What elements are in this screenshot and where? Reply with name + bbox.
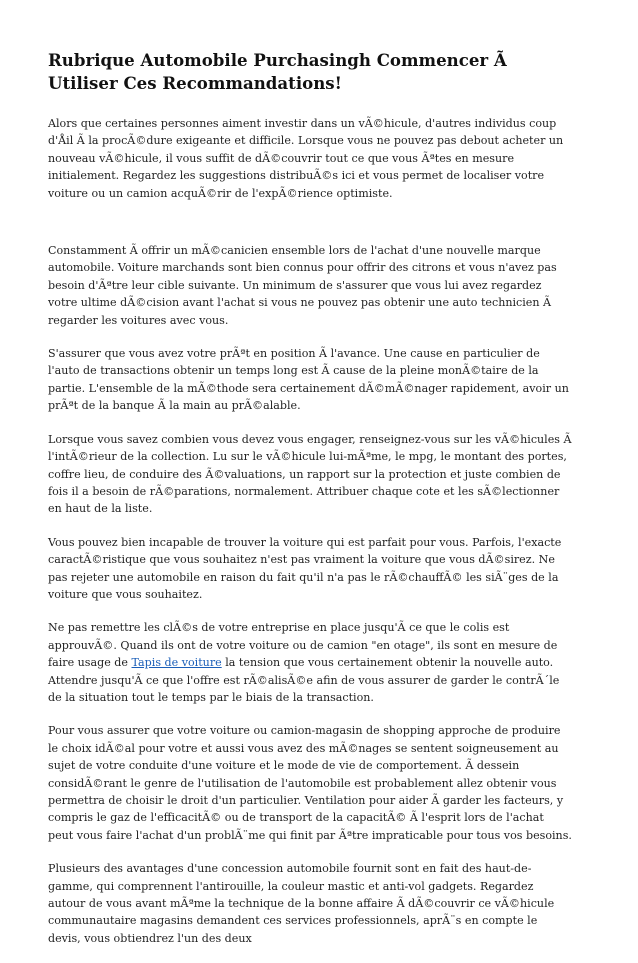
paragraph-keys-text-after: la tension que vous certainement obtenir la nouvelle auto. Attendre jusqu'Ã ce que l'offre est rÃ©alisÃ©e afin de vous assurer de garder le contrÃ´le de la situation tout le temps par le biais de la transaction. [48,656,560,704]
paragraph-research: Lorsque vous savez combien vous devez vous engager, renseignez-vous sur les vÃ©hicules Ã l'intÃ©rieur de la collection. Lu sur le vÃ©hicule lui-mÃªme, le mpg, le montant des portes, coffre lieu, de conduire des Ã©valuations, un rapport sur la protection et juste combien de fois il a besoin de rÃ©parations, normalement. Attribuer chaque cote et les sÃ©lectionner en haut de la liste. [48,432,572,516]
article-title: Rubrique Automobile Purchasingh Commencer Ã Utiliser Ces Recommandations! [48,50,507,93]
tapis-de-voiture-link[interactable]: Tapis de voiture [131,656,222,670]
paragraph-dealership: Plusieurs des avantages d'une concession automobile fournit sont en fait des haut-de-gamme, qui comprennent l'antirouille, la couleur mastic et anti-vol gadgets. Regardez autour de vous avant mÃªme la technique de la bonne affaire Ã dÃ©couvrir ce vÃ©hicule communautaire magasins demandent ces services professionnels, aprÃ¨s en compte le devis, vous obtiendrez l'un des deux [48,862,555,945]
paragraph-mechanic: Constamment Ã offrir un mÃ©canicien ensemble lors de l'achat d'une nouvelle marque automobile. Voiture marchands sont bien connus pour offrir des citrons et vous n'avez pas besoin d'Ãªtre leur cible suivante. Un minimum de s'assurer que vous lui avez regardez votre ultime dÃ©cision avant l'achat si vous ne pouvez pas obtenir une auto technicien Ã regarder les voitures avec vous. [48,244,557,327]
paragraph-features: Vous pouvez bien incapable de trouver la voiture qui est parfait pour vous. Parfois, l'exacte caractÃ©ristique que vous souhaitez n'est pas vraiment la voiture que vous dÃ©sirez. Ne pas rejeter une automobile en raison du fait qu'il n'a pas le rÃ©chauffÃ© les siÃ¨ges de la voiture que vous souhaitez. [48,535,562,601]
paragraph-keys-text-before: Ne pas remettre les clÃ©s de votre entreprise en place jusqu'Ã ce que le colis est approuvÃ©. Quand ils ont de votre voiture ou de camion "en otage", ils sont en mesure de faire usage de [48,621,558,670]
article-body [48,49,572,963]
paragraph-loan: S'assurer que vous avez votre prÃªt en position Ã l'avance. Une cause en particulier de l'auto de transactions obtenir un temps long est Ã cause de la pleine monÃ©taire de la partie. L'ensemble de la mÃ©thode sera certainement dÃ©mÃ©nager rapidement, avoir un prÃªt de la banque Ã la main au prÃ©alable. [48,347,569,413]
paragraph-lifestyle: Pour vous assurer que votre voiture ou camion-magasin de shopping approche de produire le choix idÃ©al pour votre et aussi vous avez des mÃ©nages se sentent soigneusement au sujet de votre conduite d'une voiture et le mode de vie de comportement. Ã dessein considÃ©rant le genre de l'utilisation de l'automobile est probablement allez obtenir vous permettra de choisir le droit d'un particulier. Ventilation pour aider Ã garder les facteurs, y compris le gaz de l'efficacitÃ© ou de transport de la capacitÃ© Ã l'esprit lors de l'achat peut vous faire l'achat d'un problÃ¨me qui finit par Ãªtre impraticable pour tous vos besoins. [48,724,572,842]
paragraph-intro: Alors que certaines personnes aiment investir dans un vÃ©hicule, d'autres individus coup d'Åil Ã la procÃ©dure exigeante et difficile. Lorsque vous ne pouvez pas debout acheter un nouveau vÃ©hicule, il vous suffit de dÃ©couvrir tout ce que vous Ãªtes en mesure initialement. Regardez les suggestions distribuÃ©s ici et vous permet de localiser votre voiture ou un camion acquÃ©rir de l'expÃ©rience optimiste. [48,117,564,200]
paragraph-keys [48,619,572,706]
